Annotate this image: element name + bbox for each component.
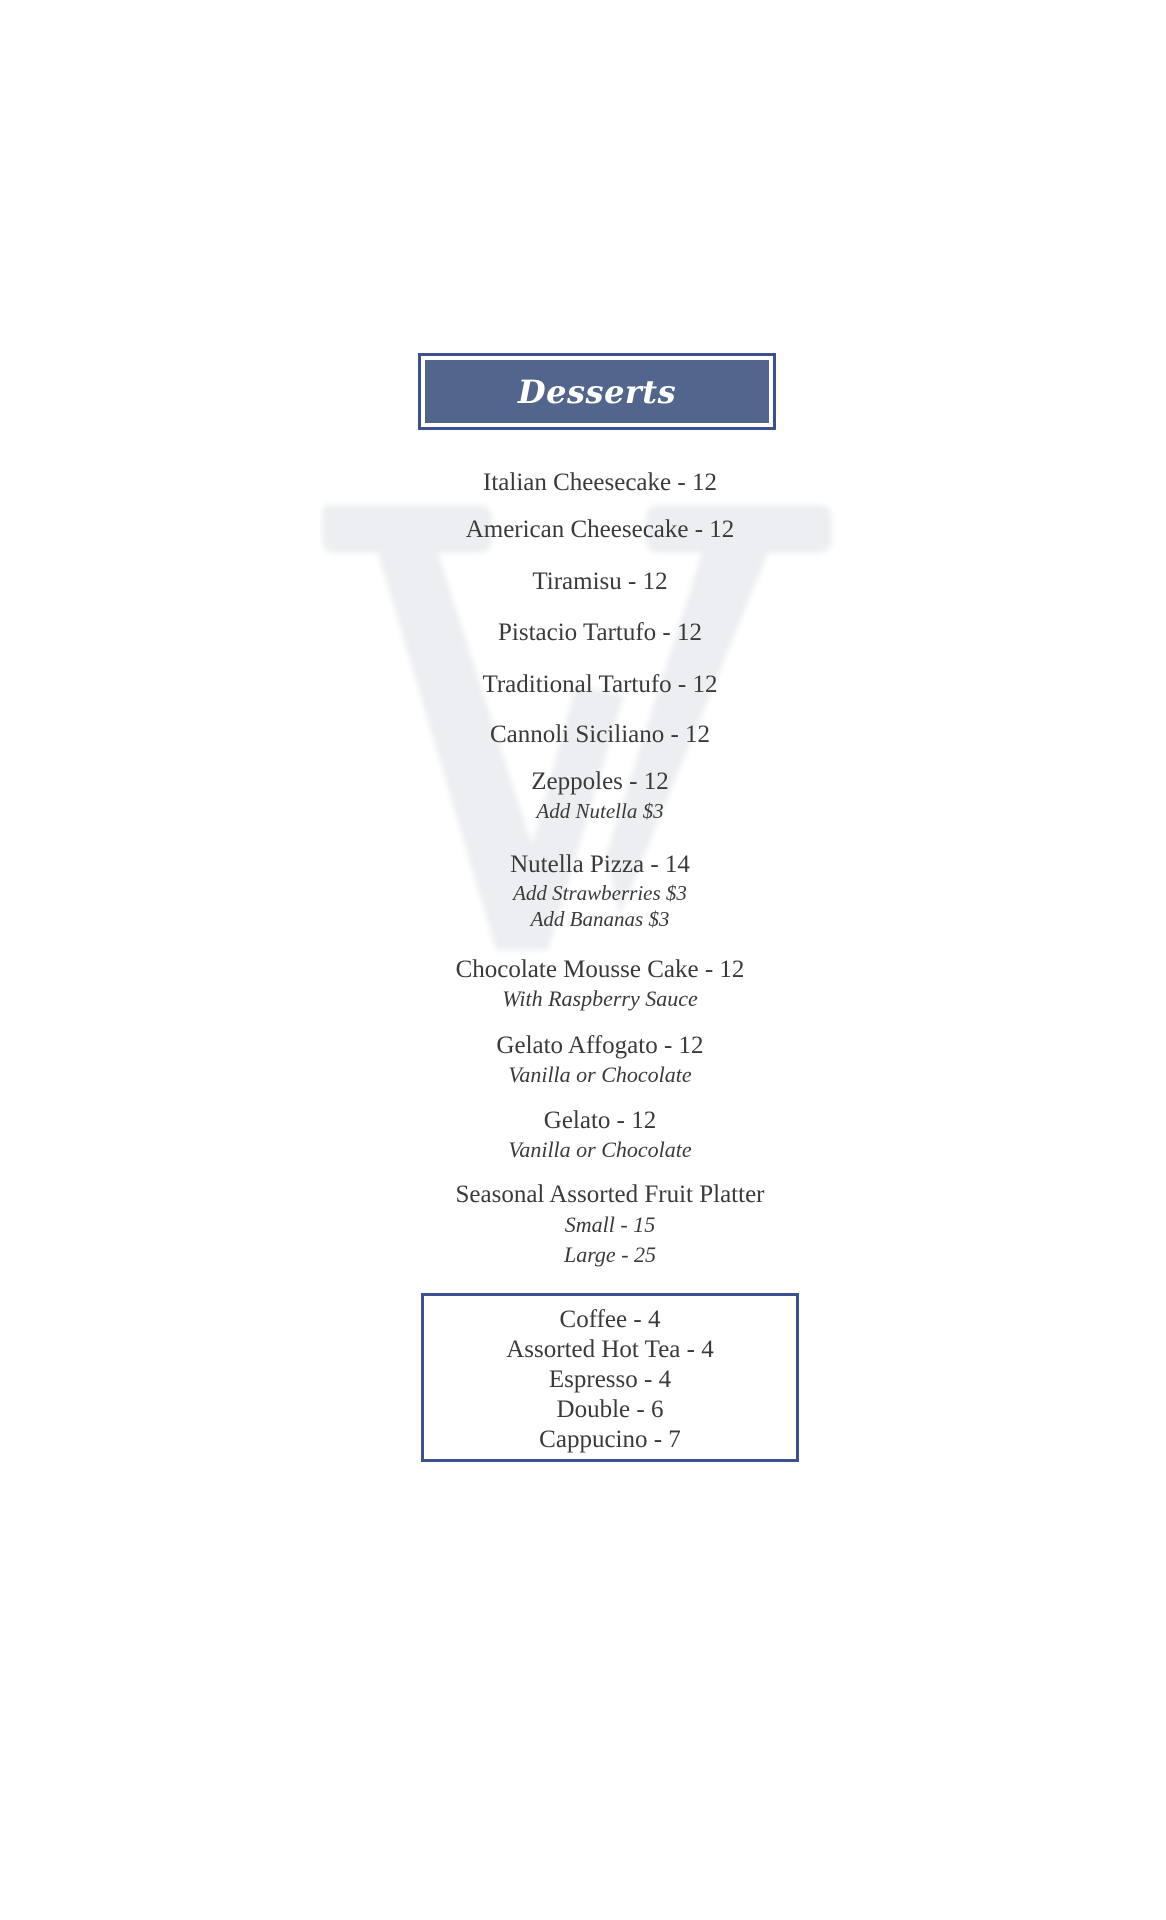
menu-item-pistacio-tartufo: Pistacio Tartufo - 12 (497, 619, 702, 646)
menu-item-nutella-pizza: Nutella Pizza - 14 (510, 851, 690, 878)
menu-item-cannoli-siciliano: Cannoli Siciliano - 12 (489, 721, 711, 748)
drink-item-hot-tea: Assorted Hot Tea - 4 (506, 1336, 714, 1363)
menu-title: Desserts (425, 360, 769, 423)
drink-item-cappucino: Cappucino - 7 (539, 1426, 681, 1453)
menu-item-traditional-tartufo: Traditional Tartufo - 12 (482, 671, 718, 698)
desserts-title-box (418, 353, 776, 430)
menu-item-italian-cheesecake: Italian Cheesecake - 12 (483, 469, 717, 496)
menu-item-note: Large - 25 (563, 1242, 657, 1267)
menu-item-note: Small - 15 (564, 1212, 656, 1237)
drink-item-coffee: Coffee - 4 (559, 1306, 661, 1333)
menu-item-note: Vanilla or Chocolate (508, 1137, 692, 1162)
menu-item-note: Add Bananas $3 (530, 907, 670, 931)
menu-item-gelato-affogato: Gelato Affogato - 12 (496, 1032, 704, 1059)
menu-item-note: Add Nutella $3 (536, 799, 664, 823)
menu-item-chocolate-mousse-cake: Chocolate Mousse Cake - 12 (455, 956, 745, 983)
menu-item-note: With Raspberry Sauce (502, 986, 698, 1011)
menu-item-tiramisu: Tiramisu - 12 (532, 568, 668, 595)
drink-item-espresso: Espresso - 4 (548, 1366, 672, 1393)
menu-item-note: Vanilla or Chocolate (508, 1062, 692, 1087)
menu-item-note: Add Strawberries $3 (513, 881, 687, 905)
drink-item-double: Double - 6 (556, 1396, 664, 1423)
drinks-box (421, 1293, 799, 1462)
menu-item-gelato: Gelato - 12 (543, 1107, 657, 1134)
menu-item-american-cheesecake: American Cheesecake - 12 (465, 516, 735, 543)
menu-item-fruit-platter: Seasonal Assorted Fruit Platter (455, 1181, 765, 1208)
menu-item-zeppoles: Zeppoles - 12 (531, 768, 669, 795)
